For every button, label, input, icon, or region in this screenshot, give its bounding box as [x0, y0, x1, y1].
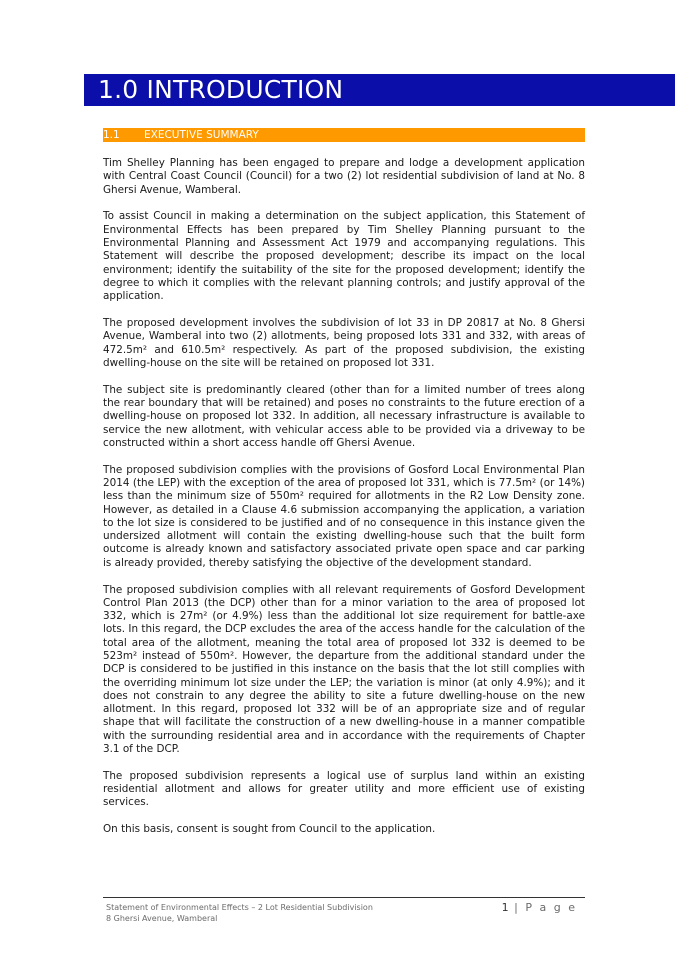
- body-text: [103, 157, 585, 850]
- page-number: [502, 901, 577, 914]
- footer-divider: [103, 897, 585, 898]
- paragraph-8: On this basis, consent is sought from Council to the application.: [103, 823, 436, 836]
- paragraph-1: Tim Shelley Planning has been engaged to prepare and lodge a development application with Central Coast Council (Council) for a two (2) lot residential subdivision of land at No. 8 Ghersi Avenue, Wamberal.: [103, 157, 585, 196]
- section-heading-band: [103, 128, 585, 142]
- footer-document-info: [106, 902, 373, 924]
- paragraph-6: The proposed subdivision complies with all relevant requirements of Gosford Development Control Plan 2013 (the DCP) other than for a minor variation to the area of proposed lot 332, which is 27m² (or 4.9%) less than the additional lot size requirement for battle-axe lots. In this regard, the DCP excludes the area of the access handle for the calculation of the total area of the allotment, meaning the total area of proposed lot 332 is deemed to be 523m² instead of 550m². However, the departure from the additional standard under the DCP is considered to be justified in this instance on the basis that the lot still complies with the overriding minimum lot size under the LEP; the variation is minor (at only 4.9%); and it does not constrain to any degree the ability to site a future dwelling-house on the new allotment. In this regard, proposed lot 332 will be of an appropriate size and of regular shape that will facilitate the construction of a new dwelling-house in a manner compatible with the surrounding residential area and in accordance with the requirements of Chapter 3.1 of the DCP.: [103, 583, 585, 756]
- paragraph-4: The subject site is predominantly cleared (other than for a limited number of trees along the rear boundary that will be retained) and poses no constraints to the future erection of a dwelling-house on proposed lot 332. In addition, all necessary infrastructure is available to service the new allotment, with vehicular access able to be provided via a driveway to be constructed within a short access handle off Ghersi Avenue.: [103, 383, 585, 449]
- paragraph-5: The proposed subdivision complies with the provisions of Gosford Local Environmental Plan 2014 (the LEP) with the exception of the area of proposed lot 331, which is 77.5m² (or 14%) less than the minimum size of 550m² required for allotments in the R2 Low Density zone. However, as detailed in a Clause 4.6 submission accompanying the application, a variation to the lot size is considered to be justified and of no consequence in this instance given the undersized allotment will contain the existing dwelling-house such that the built form outcome is already known and satisfactory associated private open space and car parking is already provided, thereby satisfying the objective of the development standard.: [103, 463, 585, 569]
- chapter-heading-band: [84, 74, 675, 106]
- page-label: | P a g e: [514, 901, 577, 914]
- section-number: 1.1: [103, 129, 120, 141]
- page-number-value: 1: [501, 901, 509, 914]
- paragraph-3: The proposed development involves the subdivision of lot 33 in DP 20817 at No. 8 Ghersi Avenue, Wamberal into two (2) allotments, being proposed lots 331 and 332, with areas of 472.5m² and 610.5m² respectively. As part of the proposed subdivision, the existing dwelling-house on the site will be retained on proposed lot 331.: [103, 316, 585, 369]
- chapter-heading: 1.0 INTRODUCTION: [98, 75, 344, 104]
- paragraph-2: To assist Council in making a determination on the subject application, this Statement of Environmental Effects has been prepared by Tim Shelley Planning pursuant to the Environmental Planning and Assessment Act 1979 and accompanying regulations. This Statement will describe the proposed development; describe its impact on the local environment; identify the suitability of the site for the proposed development; identify the degree to which it complies with the relevant planning controls; and justify approval of the application.: [103, 210, 585, 303]
- paragraph-7: The proposed subdivision represents a logical use of surplus land within an existing residential allotment and allows for greater utility and more efficient use of existing services.: [103, 769, 585, 809]
- footer-title: Statement of Environmental Effects – 2 Lot Residential Subdivision: [106, 903, 373, 912]
- section-title: EXECUTIVE SUMMARY: [144, 129, 259, 141]
- footer-address: 8 Ghersi Avenue, Wamberal: [106, 914, 218, 923]
